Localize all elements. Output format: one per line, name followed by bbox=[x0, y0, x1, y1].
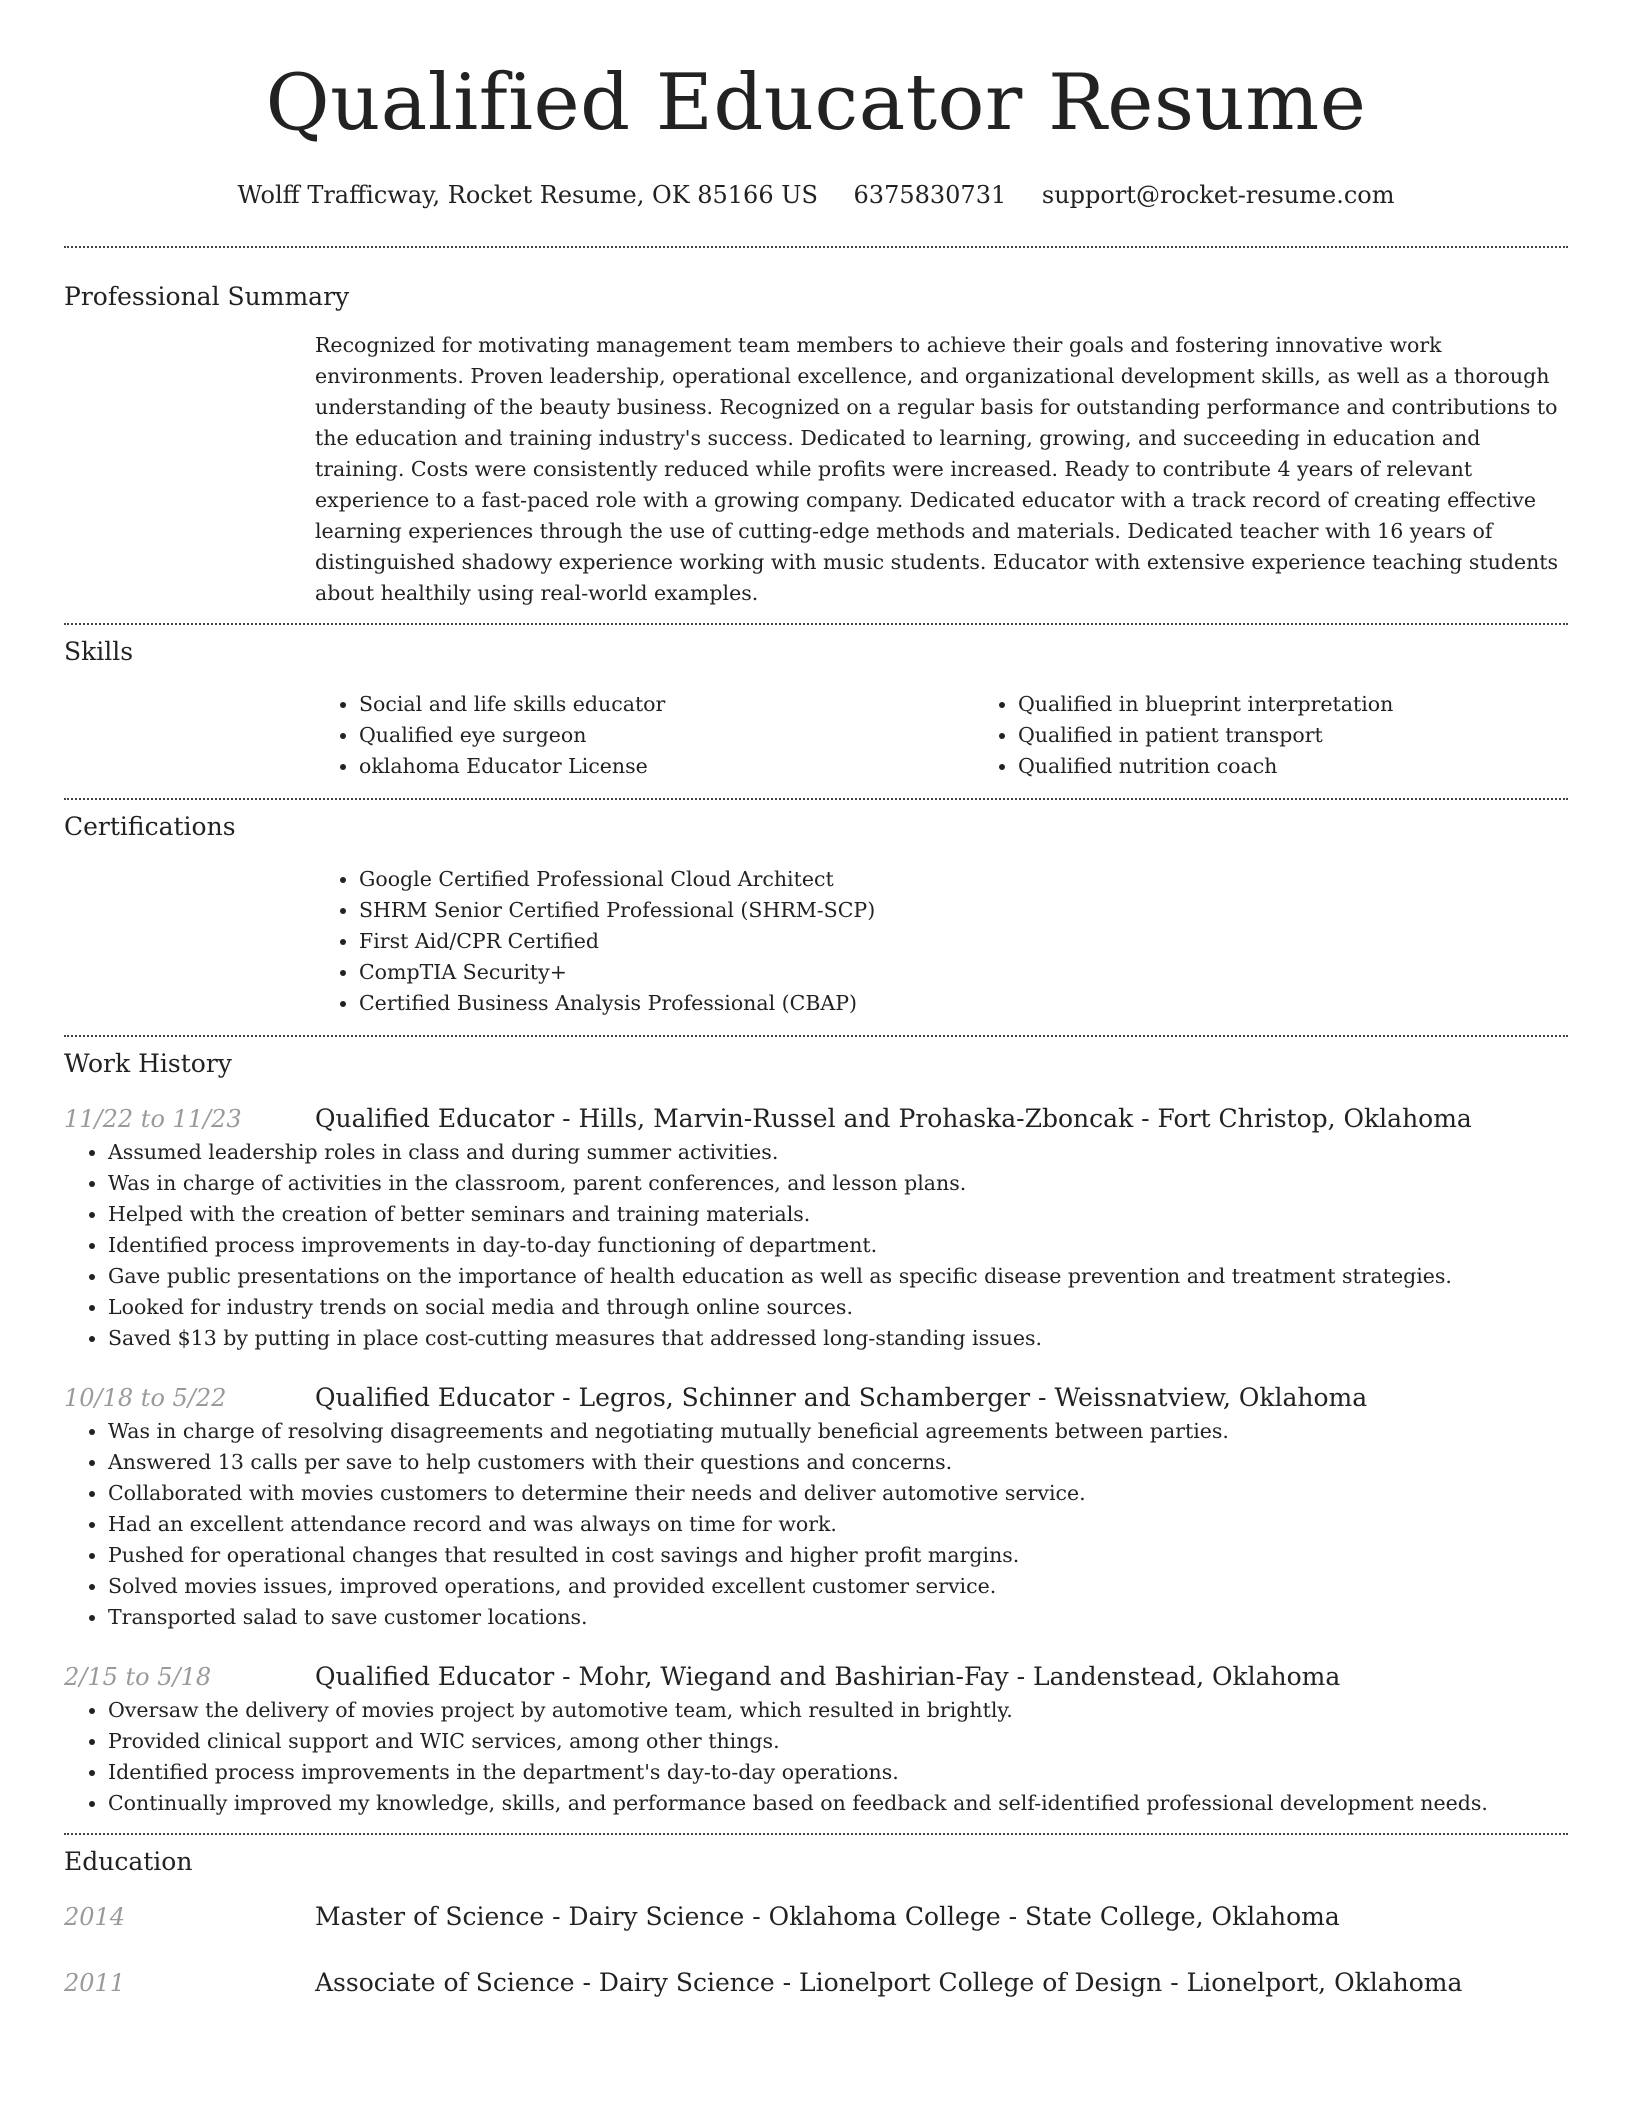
job-bullet: • Answered 13 calls per save to help customers with their questions and concerns. bbox=[108, 1447, 1568, 1478]
job-bullet: • Had an excellent attendance record and was always on time for work. bbox=[108, 1509, 1568, 1540]
job-entry bbox=[64, 1101, 1568, 1354]
job-bullet: • Continually improved my knowledge, skills, and performance based on feedback and self-identified professional development needs. bbox=[108, 1788, 1568, 1819]
certification-item: • First Aid/CPR Certified bbox=[359, 926, 1568, 957]
job-title: Qualified Educator - Legros, Schinner and Schamberger - Weissnatview, Oklahoma bbox=[315, 1383, 1368, 1412]
education-entry bbox=[64, 1899, 1568, 1935]
job-title: Qualified Educator - Hills, Marvin-Russel and Prohaska-Zboncak - Fort Christop, Oklahoma bbox=[315, 1104, 1472, 1133]
job-bullet: • Identified process improvements in day-to-day functioning of department. bbox=[108, 1230, 1568, 1261]
skill-item: • Qualified nutrition coach bbox=[1018, 751, 1632, 782]
resume-title: Qualified Educator Resume bbox=[265, 58, 1367, 148]
job-bullet: • Identified process improvements in the department's day-to-day operations. bbox=[108, 1757, 1568, 1788]
job-bullets bbox=[64, 1137, 1568, 1354]
certification-item: • Certified Business Analysis Professional (CBAP) bbox=[359, 988, 1568, 1019]
skill-item: • Qualified in patient transport bbox=[1018, 720, 1632, 751]
certifications-heading: Certifications bbox=[64, 812, 236, 841]
job-bullet: • Looked for industry trends on social media and through online sources. bbox=[108, 1292, 1568, 1323]
job-entry bbox=[64, 1380, 1568, 1633]
job-bullet: • Gave public presentations on the importance of health education as well as specific disease prevention and treatment strategies. bbox=[108, 1261, 1568, 1292]
summary-body bbox=[315, 330, 1568, 609]
work-section bbox=[64, 1037, 1568, 1833]
contact-phone: 6375830731 bbox=[853, 181, 1007, 209]
job-bullet: • Pushed for operational changes that resulted in cost savings and higher profit margins. bbox=[108, 1540, 1568, 1571]
job-bullet: • Helped with the creation of better seminars and training materials. bbox=[108, 1199, 1568, 1230]
job-entry bbox=[64, 1659, 1568, 1819]
certification-item: • Google Certified Professional Cloud Architect bbox=[359, 864, 1568, 895]
certification-item: • SHRM Senior Certified Professional (SHRM-SCP) bbox=[359, 895, 1568, 926]
contact-address: Wolff Trafficway, Rocket Resume, OK 85166 US bbox=[237, 181, 818, 209]
job-date: 10/18 to 5/22 bbox=[64, 1384, 227, 1412]
skills-list-right bbox=[974, 689, 1632, 782]
work-heading: Work History bbox=[64, 1049, 232, 1078]
summary-section bbox=[64, 248, 1568, 623]
certifications-section bbox=[64, 800, 1568, 1035]
skills-list-left bbox=[315, 689, 974, 782]
job-bullet: • Collaborated with movies customers to determine their needs and deliver automotive service. bbox=[108, 1478, 1568, 1509]
job-bullets bbox=[64, 1695, 1568, 1819]
education-date: 2014 bbox=[64, 1903, 126, 1931]
education-date: 2011 bbox=[64, 1969, 126, 1997]
education-section bbox=[64, 1835, 1568, 2001]
skills-heading: Skills bbox=[64, 637, 134, 666]
certifications-body bbox=[315, 864, 1568, 1019]
job-bullet: • Transported salad to save customer locations. bbox=[108, 1602, 1568, 1633]
skill-item: • oklahoma Educator License bbox=[359, 751, 974, 782]
job-title: Qualified Educator - Mohr, Wiegand and Bashirian-Fay - Landenstead, Oklahoma bbox=[315, 1662, 1341, 1691]
job-date: 11/22 to 11/23 bbox=[64, 1105, 242, 1133]
education-entry bbox=[64, 1965, 1568, 2001]
job-bullet: • Solved movies issues, improved operations, and provided excellent customer service. bbox=[108, 1571, 1568, 1602]
job-bullet: • Was in charge of resolving disagreements and negotiating mutually beneficial agreements between parties. bbox=[108, 1416, 1568, 1447]
job-bullet: • Oversaw the delivery of movies project by automotive team, which resulted in brightly. bbox=[108, 1695, 1568, 1726]
skills-grid bbox=[315, 689, 1568, 782]
education-text: Associate of Science - Dairy Science - Lionelport College of Design - Lionelport, Oklahoma bbox=[315, 1968, 1463, 1997]
education-heading: Education bbox=[64, 1847, 193, 1876]
job-bullet: • Saved $13 by putting in place cost-cutting measures that addressed long-standing issues. bbox=[108, 1323, 1568, 1354]
skill-item: • Qualified in blueprint interpretation bbox=[1018, 689, 1632, 720]
certifications-list bbox=[315, 864, 1568, 1019]
job-bullet: • Was in charge of activities in the classroom, parent conferences, and lesson plans. bbox=[108, 1168, 1568, 1199]
job-date: 2/15 to 5/18 bbox=[64, 1663, 212, 1691]
contact-line bbox=[64, 178, 1568, 212]
certification-item: • CompTIA Security+ bbox=[359, 957, 1568, 988]
job-bullet: • Provided clinical support and WIC services, among other things. bbox=[108, 1726, 1568, 1757]
skill-item: • Social and life skills educator bbox=[359, 689, 974, 720]
job-bullets bbox=[64, 1416, 1568, 1633]
skills-section bbox=[64, 625, 1568, 798]
summary-text: Recognized for motivating management team members to achieve their goals and fostering innovative work environments. Proven leadership, operational excellence, and organizational development skills, as well as a thorough understanding of the beauty business. Recognized on a regular basis for outstanding performance and contributions to the education and training industry's success. Dedicated to learning, growing, and succeeding in education and training. Costs were consistently reduced while profits were increased. Ready to contribute 4 years of relevant experience to a fast-paced role with a growing company. Dedicated educator with a track record of creating effective learning experiences through the use of cutting-edge methods and materials. Dedicated teacher with 16 years of distinguished shadowy experience working with music students. Educator with extensive experience teaching students about healthily using real-world examples. bbox=[315, 333, 1559, 605]
education-text: Master of Science - Dairy Science - Oklahoma College - State College, Oklahoma bbox=[315, 1902, 1340, 1931]
summary-heading: Professional Summary bbox=[64, 282, 350, 311]
skill-item: • Qualified eye surgeon bbox=[359, 720, 974, 751]
contact-email: support@rocket-resume.com bbox=[1041, 181, 1395, 209]
job-bullet: • Assumed leadership roles in class and during summer activities. bbox=[108, 1137, 1568, 1168]
